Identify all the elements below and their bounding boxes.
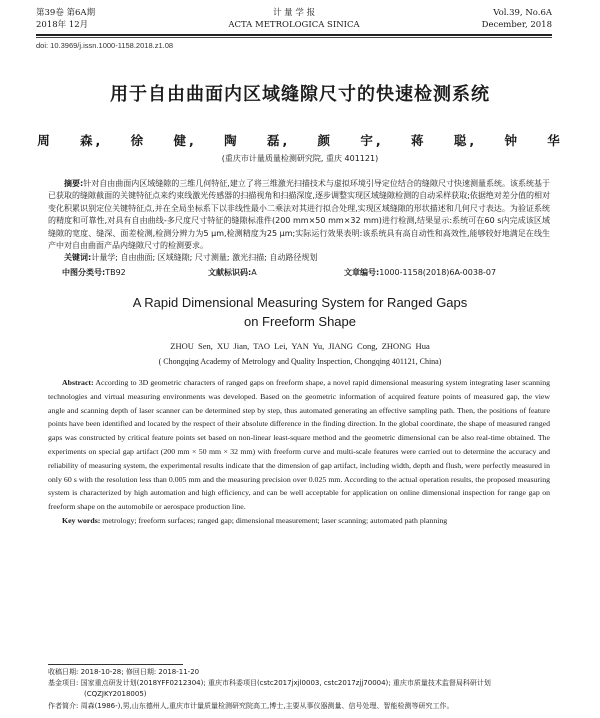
chinese-keywords-label: 关键词:	[64, 253, 92, 263]
chinese-authors: 周 森, 徐 健, 陶 磊, 颜 宇, 蒋 聪, 钟 华	[37, 133, 563, 148]
article-id	[344, 267, 496, 278]
chinese-abstract-label: 摘要:	[64, 179, 84, 188]
doc-code-label: 文献标识码:	[208, 268, 252, 277]
english-affiliation: ( Chongqing Academy of Metrology and Quality Inspection, Chongqing 401121, China)	[158, 357, 442, 366]
english-title-line2: on Freeform Shape	[243, 314, 356, 329]
chinese-title: 用于自由曲面内区域缝隙尺寸的快速检测系统	[110, 84, 490, 105]
header-volume-en-line: Vol.39, No.6A	[493, 8, 552, 18]
english-abstract-block	[48, 376, 550, 528]
english-title	[0, 293, 600, 331]
footnote-rule	[48, 664, 183, 665]
footnote-fund: 基金项目: 国家重点研发计划(2018YFF0212304); 重庆市科委项目(cstc2017jxjl0003, cstc2017zjj70004); 重庆市质量技术监督局科研计划	[48, 679, 491, 688]
header-volume: 第39卷 第6A期	[36, 8, 96, 18]
header-date: 2018年 12月	[36, 20, 89, 30]
clc-label: 中图分类号:	[62, 268, 106, 277]
footnote-author-bio: 作者简介: 周森(1986-),男,山东德州人,重庆市计量质量检测研究院高工,博士,主要从事仪器测量、信号处理、智能检测等研究工作。	[48, 701, 454, 710]
doc-code	[208, 267, 257, 278]
footnote-fund-cont: (CQZJKY2018005)	[84, 690, 147, 699]
chinese-keywords-text: 计量学; 自由曲面; 区域缝隙; 尺寸测量; 激光扫描; 自动路径规划	[91, 253, 318, 263]
english-abstract-label: Abstract:	[62, 378, 94, 387]
english-abstract-text: According to 3D geometric characters of ranged gaps on freeform shape, a novel rapid dimensional measuring system integrating laser scanning technologies and virtual measuring environments was developed. Based on the geometric information of acquired feature points of measured gap, the view angle and scanning depth of laser scanner can be determined step by step, thus automated generating an effective sampling path. Then, the positions of feature points have been identified and located by the respect of their absolute difference in the finding direction. In the global coordinate, the shape of measured ranged gaps was constructed by critical feature points set based on non-linear least-square method and the geometric dimensional can be also real-time obtained. The experiments on special gap artifact (200 mm × 50 mm × 32 mm) with freeform curve and multi-scale features were carried out to determine the accuracy and reliability of measuring system, the experimental results indicate that the dimension of gap artifact, including width, depth and flush, were perfectly measured in only 60 s with the resolution less than 0.005 mm and the measuring precision over 0.025 mm. According to the actual operation results, the proposed measuring system is characterized by high automation and high efficiency, and can be well acceptable for application on online dimensional inspection for range gap on freeform shape on the automobile or aerospace production line.	[48, 378, 550, 512]
header-rule-thin	[36, 37, 552, 38]
doc-code-value: A	[251, 268, 257, 277]
english-abstract	[48, 376, 550, 514]
header-journal	[36, 7, 552, 31]
footnotes	[48, 667, 558, 712]
chinese-abstract-text: 针对自由曲面内区域缝隙的三维几何特征,建立了将三维激光扫描技术与虚拟环境引导定位结合的缝隙尺寸快速测量系统。该系统基于已获取的缝隙截面的关键特征点来约束线激光传感器的扫描视角和扫描深度,逐步调整实现区域缝隙检测的自动采样获取;依据绝对差分值的相对变化积累识别定位关键特征点,并在全局坐标系下以非线性最小二乘法对其进行拟合处理,实现区域缝隙的形状描述和几何尺寸表达。为验证系统的精度和可靠性,对具有自由曲线-多尺度尺寸特征的缝隙标准件(200 mm×50 mm×32 mm)进行检测,结果显示:系统可在60 s内完成该区域缝隙的宽度、缝深、面差检测,检测分辨力为5 μm,检测精度为25 μm;实际运行效果表明:该系统具有高自动性和高效性,能够较好地满足在线生产中对自由曲面产品内缝隙尺寸的检测要求。	[48, 179, 550, 251]
chinese-abstract	[48, 178, 550, 252]
english-authors: ZHOU Sen, XU Jian, TAO Lei, YAN Yu, JIANG Cong, ZHONG Hua	[170, 341, 430, 351]
chinese-keywords	[48, 252, 550, 264]
clc-value: TB92	[105, 268, 126, 277]
header-journal-cn: 计 量 学 报	[272, 8, 316, 18]
footnote-received: 收稿日期: 2018-10-28; 修回日期: 2018-11-20	[48, 668, 200, 676]
english-keywords-text: metrology; freeform surfaces; ranged gap; dimensional measurement; laser scanning; automated path planning	[102, 515, 448, 525]
clc-number	[62, 267, 126, 278]
header-volume-en	[482, 7, 552, 31]
chinese-affiliation: (重庆市计量质量检测研究院, 重庆 401121)	[221, 154, 379, 163]
chinese-abstract-block	[48, 178, 550, 265]
english-title-line1: A Rapid Dimensional Measuring System for Ranged Gaps	[132, 295, 468, 310]
english-keywords	[48, 514, 550, 528]
doi[interactable]: doi: 10.3969/j.issn.1000-1158.2018.z1.08	[36, 41, 174, 50]
english-keywords-label: Key words:	[62, 515, 101, 525]
running-header	[36, 7, 552, 33]
article-id-value: 1000-1158(2018)6A-0038-07	[379, 268, 497, 277]
header-rule-thick	[36, 34, 552, 36]
header-journal-en: ACTA METROLOGICA SINICA	[228, 20, 360, 30]
header-date-en: December, 2018	[481, 20, 552, 30]
article-id-label: 文章编号:	[344, 268, 380, 277]
